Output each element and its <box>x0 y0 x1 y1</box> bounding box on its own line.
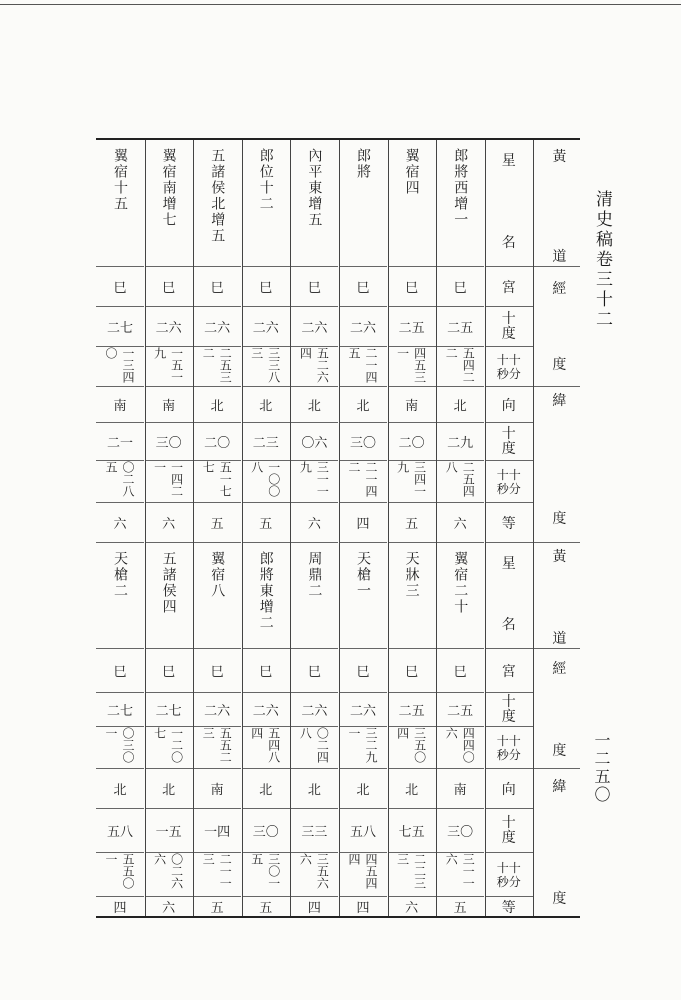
value-xiang: 南 <box>210 783 224 798</box>
value-wfm: 三四一九 <box>395 461 427 497</box>
cell-wdu <box>96 808 144 852</box>
star-name: 周鼎二 <box>306 551 323 599</box>
cell-fm <box>339 726 387 768</box>
value-du: 二六 <box>301 704 328 719</box>
column-divider-7 <box>436 140 437 916</box>
value-deng: 六 <box>307 517 321 532</box>
cell-fm <box>193 726 241 768</box>
header-xing: 星 <box>501 556 516 572</box>
cell-wfm <box>96 852 144 896</box>
cell-du <box>388 692 436 726</box>
value-fm: 三二九一 <box>347 727 378 763</box>
cell-gong <box>388 648 436 692</box>
value-wdu: 二〇 <box>398 436 425 451</box>
value-deng: 五 <box>259 517 273 532</box>
cell-fm <box>290 726 338 768</box>
label-jing-b: 經 <box>552 661 567 677</box>
top-rule <box>0 4 681 5</box>
cell-wdu <box>436 808 484 852</box>
cell-name <box>96 542 144 648</box>
value-deng: 四 <box>356 901 370 916</box>
cell-fm <box>388 726 436 768</box>
star-column-bottom-2 <box>339 140 387 916</box>
value-gong: 巳 <box>113 281 127 296</box>
cell-name <box>290 542 338 648</box>
value-deng: 五 <box>405 517 419 532</box>
value-gong: 巳 <box>405 665 419 680</box>
header-wdu <box>485 808 533 852</box>
header-deng <box>485 896 533 916</box>
cell-du <box>193 692 241 726</box>
value-xiang: 北 <box>405 783 419 798</box>
value-xiang: 北 <box>453 399 467 414</box>
star-column-bottom-4 <box>242 140 290 916</box>
value-du: 二六 <box>349 704 376 719</box>
cell-name <box>436 542 484 648</box>
value-xiang: 北 <box>307 399 321 414</box>
star-name: 翼宿南增七 <box>160 148 177 228</box>
value-fm: 四四〇六 <box>444 727 476 763</box>
label-sep-3 <box>533 542 580 543</box>
value-wdu: 五八 <box>106 825 133 840</box>
value-wfm: 三五六六 <box>298 853 330 889</box>
value-deng: 六 <box>453 517 467 532</box>
header-du <box>485 692 533 726</box>
cell-deng <box>290 896 338 916</box>
value-gong: 巳 <box>210 665 224 680</box>
star-name: 郎將西增一 <box>452 148 469 228</box>
value-gong: 巳 <box>405 281 419 296</box>
cell-fm <box>145 726 193 768</box>
value-wfm: 二二三三 <box>395 853 427 889</box>
value-du: 二七 <box>106 704 133 719</box>
cell-xiang <box>193 768 241 808</box>
header-label-xiang: 向 <box>501 397 516 414</box>
value-fm: 〇三〇一 <box>104 727 135 763</box>
value-wfm: 二一一三 <box>201 853 233 889</box>
cell-deng <box>193 896 241 916</box>
value-fm: 〇二四八 <box>298 727 330 763</box>
value-deng: 六 <box>405 901 419 916</box>
value-fm: 四五三一 <box>395 347 427 383</box>
value-xiang: 南 <box>113 399 127 414</box>
cell-xiang <box>145 768 193 808</box>
star-name: 郎將 <box>355 148 371 180</box>
value-wdu: 三〇 <box>155 436 182 451</box>
column-divider-6 <box>388 140 389 916</box>
value-fm: 一二〇七 <box>152 727 184 763</box>
header-label-fen_miao: 十十秒分 <box>496 733 521 762</box>
value-deng: 五 <box>453 901 467 916</box>
cell-wfm <box>388 852 436 896</box>
cell-xiang <box>242 768 290 808</box>
value-gong: 巳 <box>259 665 273 680</box>
value-wfm: 五一七七 <box>201 461 233 497</box>
value-gong: 巳 <box>162 665 176 680</box>
value-wfm: 二一四二 <box>347 461 378 497</box>
cell-xiang <box>96 768 144 808</box>
header-xiang <box>485 768 533 808</box>
label-huang-b: 黃 <box>552 549 567 565</box>
value-deng: 四 <box>307 901 321 916</box>
header-gong <box>485 648 533 692</box>
star-column-bottom-1 <box>388 140 436 916</box>
value-deng: 五 <box>210 517 224 532</box>
value-deng: 四 <box>356 517 370 532</box>
value-wfm: 〇二六六 <box>152 853 184 889</box>
value-fm: 三五〇四 <box>395 727 427 763</box>
value-deng: 五 <box>210 901 224 916</box>
value-wdu: 三〇 <box>349 436 376 451</box>
label-wei-b: 緯 <box>552 779 567 795</box>
star-name: 內平東增五 <box>306 148 323 228</box>
value-wdu: 〇六 <box>301 436 328 451</box>
header-label-gong: 宮 <box>501 279 516 296</box>
header-label-wdu: 十度 <box>501 814 516 846</box>
value-wfm: 一四二一 <box>152 461 184 497</box>
cell-deng <box>96 896 144 916</box>
value-deng: 六 <box>113 517 127 532</box>
cell-wfm <box>193 852 241 896</box>
star-name: 翼宿八 <box>209 551 226 599</box>
star-table <box>96 138 580 918</box>
value-du: 二六 <box>349 321 376 336</box>
label-du-b: 度 <box>552 743 567 759</box>
cell-fm <box>436 726 484 768</box>
cell-xiang <box>339 768 387 808</box>
cell-wfm <box>290 852 338 896</box>
cell-wdu <box>145 808 193 852</box>
star-column-bottom-6 <box>145 140 193 916</box>
star-name: 翼宿十五 <box>112 148 128 212</box>
label-du2-b: 度 <box>552 891 567 907</box>
value-gong: 巳 <box>356 665 370 680</box>
label-dao: 道 <box>552 249 567 265</box>
star-column-bottom-5 <box>193 140 241 916</box>
value-fm: 五四二二 <box>444 347 476 383</box>
label-sep-2 <box>533 386 580 387</box>
value-fm: 五二六四 <box>298 347 330 383</box>
label-wei: 緯 <box>552 393 567 409</box>
cell-deng <box>388 896 436 916</box>
value-fm: 五五二三 <box>201 727 233 763</box>
cell-xiang <box>290 768 338 808</box>
value-du: 二七 <box>155 704 182 719</box>
value-wdu: 二九 <box>447 436 474 451</box>
value-xiang: 北 <box>356 399 370 414</box>
cell-name <box>145 542 193 648</box>
header-label-du: 十度 <box>501 693 516 725</box>
value-fm: 二一四五 <box>347 347 378 383</box>
label-column <box>533 140 580 916</box>
value-wdu: 五八 <box>349 825 376 840</box>
cell-wdu <box>290 808 338 852</box>
cell-wdu <box>339 808 387 852</box>
star-column-bottom-0 <box>436 140 484 916</box>
value-gong: 巳 <box>210 281 224 296</box>
value-gong: 巳 <box>453 665 467 680</box>
star-name: 郎位十二 <box>257 148 274 212</box>
star-name: 郎將東增二 <box>257 551 274 631</box>
value-wdu: 二三 <box>252 436 279 451</box>
cell-fm <box>242 726 290 768</box>
value-xiang: 北 <box>113 783 127 798</box>
cell-wdu <box>242 808 290 852</box>
value-du: 二七 <box>106 321 133 336</box>
value-wfm: 三一一六 <box>444 853 476 889</box>
value-gong: 巳 <box>162 281 176 296</box>
star-name: 天槍一 <box>355 551 371 599</box>
cell-wfm <box>242 852 290 896</box>
header-column-bottom <box>485 140 533 916</box>
star-name: 五諸侯北增五 <box>209 148 226 244</box>
cell-du <box>145 692 193 726</box>
running-title: 清史稿卷三十二 <box>592 190 612 330</box>
star-name: 五諸侯四 <box>160 551 177 615</box>
cell-deng <box>242 896 290 916</box>
cell-xiang <box>388 768 436 808</box>
header-label-gong: 宮 <box>501 663 516 680</box>
header-xing: 星 <box>501 153 516 169</box>
value-wfm: 三〇一五 <box>249 853 281 889</box>
cell-gong <box>193 648 241 692</box>
value-wdu: 一五 <box>155 825 182 840</box>
value-wdu: 七五 <box>398 825 425 840</box>
value-wdu: 三三 <box>301 825 328 840</box>
cell-du <box>96 692 144 726</box>
header-name-cell <box>485 542 533 648</box>
cell-gong <box>290 648 338 692</box>
label-du: 度 <box>552 357 567 373</box>
header-label-wfen: 十十秒分 <box>496 860 521 889</box>
value-xiang: 南 <box>453 783 467 798</box>
cell-gong <box>145 648 193 692</box>
cell-name <box>388 542 436 648</box>
value-deng: 六 <box>162 901 176 916</box>
value-gong: 巳 <box>113 665 127 680</box>
header-wfen <box>485 852 533 896</box>
label-sep-5 <box>533 768 580 769</box>
value-xiang: 北 <box>356 783 370 798</box>
cell-deng <box>339 896 387 916</box>
column-divider-9 <box>533 140 534 916</box>
page-number: 一二五〇 <box>592 732 611 804</box>
value-wdu: 二一 <box>106 436 133 451</box>
header-label-deng: 等 <box>501 515 516 532</box>
cell-du <box>436 692 484 726</box>
value-fm: 一三四〇 <box>104 347 135 383</box>
value-wfm: 四五四四 <box>347 853 378 889</box>
header-label-fen_miao: 十十秒分 <box>496 352 521 381</box>
cell-du <box>290 692 338 726</box>
value-xiang: 北 <box>259 399 273 414</box>
star-name: 天牀三 <box>403 551 420 599</box>
star-column-bottom-7 <box>96 140 144 916</box>
cell-gong <box>96 648 144 692</box>
cell-gong <box>436 648 484 692</box>
label-jing: 經 <box>552 281 567 297</box>
cell-wfm <box>339 852 387 896</box>
value-deng: 五 <box>259 901 273 916</box>
cell-wfm <box>145 852 193 896</box>
cell-name <box>193 542 241 648</box>
cell-deng <box>145 896 193 916</box>
value-du: 二五 <box>398 704 425 719</box>
value-deng: 六 <box>162 517 176 532</box>
cell-gong <box>339 648 387 692</box>
label-sep-4 <box>533 648 580 649</box>
value-xiang: 北 <box>259 783 273 798</box>
value-deng: 四 <box>113 901 127 916</box>
value-gong: 巳 <box>356 281 370 296</box>
header-fen_miao <box>485 726 533 768</box>
value-fm: 二五三二 <box>201 347 233 383</box>
label-dao-b: 道 <box>552 631 567 647</box>
header-label-du: 十度 <box>501 310 516 342</box>
star-name: 天槍二 <box>112 551 128 599</box>
value-xiang: 北 <box>162 783 176 798</box>
header-ming: 名 <box>501 617 516 633</box>
value-du: 二六 <box>204 704 231 719</box>
value-fm: 三三八三 <box>249 347 281 383</box>
value-fm: 五四八四 <box>249 727 281 763</box>
label-sep-1 <box>533 266 580 267</box>
value-du: 二五 <box>447 704 474 719</box>
cell-wdu <box>193 808 241 852</box>
header-ming: 名 <box>501 235 516 251</box>
value-xiang: 北 <box>210 399 224 414</box>
header-label-wfen: 十十秒分 <box>496 467 521 496</box>
cell-name <box>339 542 387 648</box>
value-wfm: 三一一九 <box>298 461 330 497</box>
column-divider-2 <box>193 140 194 916</box>
star-name: 翼宿二十 <box>452 551 469 615</box>
value-du: 二五 <box>398 321 425 336</box>
value-gong: 巳 <box>453 281 467 296</box>
value-wfm: 二五四八 <box>444 461 476 497</box>
label-du2: 度 <box>552 511 567 527</box>
column-divider-8 <box>485 140 486 916</box>
header-label-wdu: 十度 <box>501 425 516 457</box>
cell-du <box>242 692 290 726</box>
value-wdu: 一四 <box>204 825 231 840</box>
value-wfm: 五五〇一 <box>104 853 135 889</box>
value-wfm: 一〇〇八 <box>249 461 281 497</box>
value-du: 二六 <box>252 321 279 336</box>
value-gong: 巳 <box>307 665 321 680</box>
star-name: 翼宿四 <box>403 148 420 196</box>
cell-name <box>242 542 290 648</box>
cell-gong <box>242 648 290 692</box>
column-divider-1 <box>145 140 146 916</box>
value-gong: 巳 <box>259 281 273 296</box>
header-label-xiang: 向 <box>501 781 516 798</box>
header-label-deng: 等 <box>501 899 516 916</box>
value-wdu: 三〇 <box>252 825 279 840</box>
value-du: 二六 <box>252 704 279 719</box>
cell-xiang <box>436 768 484 808</box>
value-xiang: 南 <box>405 399 419 414</box>
value-wdu: 二〇 <box>204 436 231 451</box>
column-divider-5 <box>339 140 340 916</box>
cell-deng <box>436 896 484 916</box>
star-column-bottom-3 <box>290 140 338 916</box>
value-xiang: 北 <box>307 783 321 798</box>
value-wdu: 三〇 <box>447 825 474 840</box>
value-xiang: 南 <box>162 399 176 414</box>
cell-wfm <box>436 852 484 896</box>
cell-wdu <box>388 808 436 852</box>
value-wfm: 〇二八五 <box>104 461 135 497</box>
value-fm: 一五一九 <box>152 347 184 383</box>
column-divider-4 <box>290 140 291 916</box>
value-gong: 巳 <box>307 281 321 296</box>
cell-du <box>339 692 387 726</box>
column-divider-3 <box>242 140 243 916</box>
value-du: 二六 <box>155 321 182 336</box>
cell-fm <box>96 726 144 768</box>
value-du: 二六 <box>204 321 231 336</box>
label-huang: 黃 <box>552 149 567 165</box>
value-du: 二六 <box>301 321 328 336</box>
value-du: 二五 <box>447 321 474 336</box>
